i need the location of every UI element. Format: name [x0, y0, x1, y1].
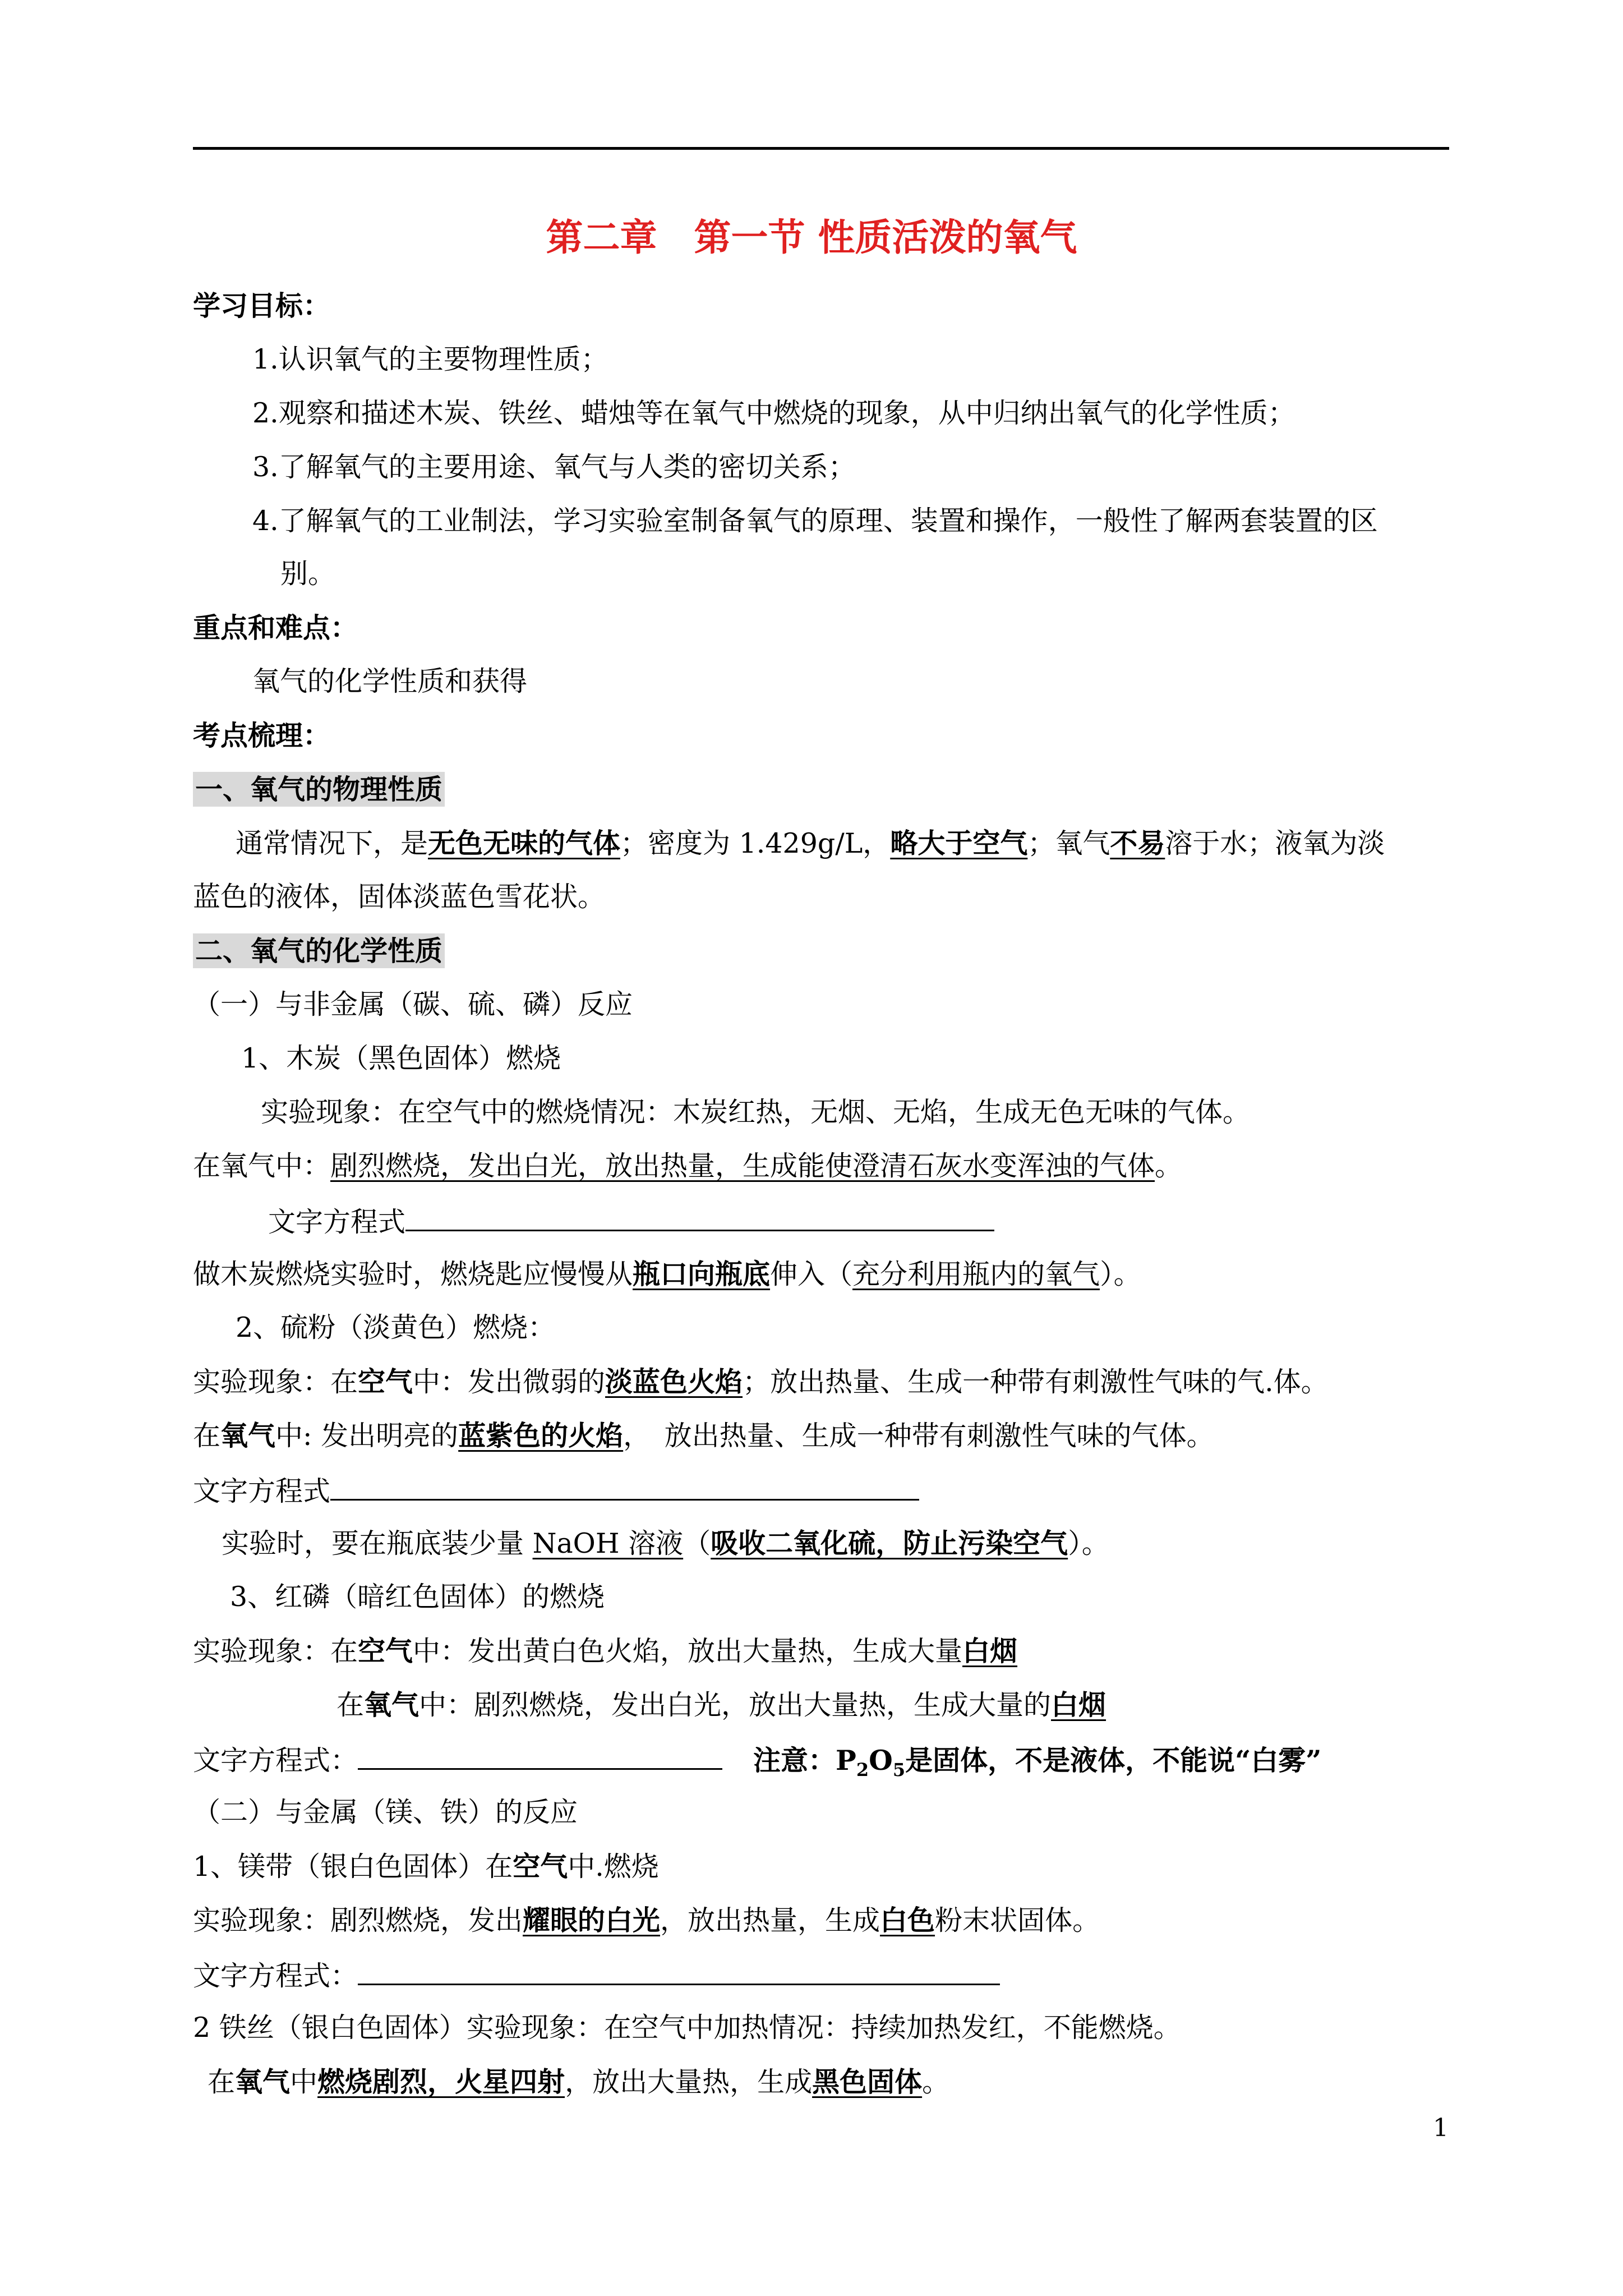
equation-blank[interactable] [405, 1200, 994, 1231]
key-text: 氧气的化学性质和获得 [252, 665, 528, 697]
page-title: 第二章 第一节 性质活泼的氧气 [546, 215, 1077, 259]
charcoal-air: 实验现象：在空气中的燃烧情况：木炭红热，无烟、无焰，生成无色无味的气体。 [261, 1096, 1251, 1128]
sulfur-oxygen: 在氧气中: 发出明亮的蓝紫色的火焰， 放出热量、生成一种带有刺激性气味的气体。 [193, 1419, 1214, 1452]
phosphorus-equation: 文字方程式： 注意：$P_2O_5$是固体，不是液体，不能说“白雾” [193, 1739, 1321, 1789]
magnesium-phenomenon: 实验现象：剧烈燃烧，发出耀眼的白光，放出热量，生成白色粉末状固体。 [193, 1904, 1100, 1936]
charcoal-note: 做木炭燃烧实验时，燃烧匙应慢慢从瓶口向瓶底伸入（充分利用瓶内的氧气）。 [193, 1258, 1141, 1290]
charcoal-equation: 文字方程式 [268, 1200, 994, 1242]
physical-properties-line2: 蓝色的液体，固体淡蓝色雪花状。 [193, 881, 606, 913]
sulfur-note: 实验时，要在瓶底装少量 NaOH 溶液（吸收二氧化硫，防止污染空气）。 [222, 1527, 1109, 1559]
key-heading: 重点和难点： [193, 611, 358, 644]
section2-heading: 二、氧气的化学性质 [193, 931, 445, 970]
page-number: 1 [1433, 2114, 1449, 2142]
subsection-metal: （二）与金属（镁、铁）的反应 [193, 1796, 578, 1828]
equation-blank[interactable] [330, 1470, 919, 1501]
iron-air: 2 铁丝（银白色固体）实验现象：在空气中加热情况：持续加热发红，不能燃烧。 [193, 2012, 1181, 2044]
physical-properties-line1: 通常情况下，是无色无味的气体；密度为 1.429g/L，略大于空气；氧气不易溶于水；液氧为淡 [236, 827, 1385, 859]
phosphorus-oxygen: 在氧气中：剧烈燃烧，发出白光，放出大量热，生成大量的白烟 [336, 1688, 1106, 1721]
charcoal-heading: 1、木炭（黑色固体）燃烧 [241, 1042, 561, 1074]
phosphorus-air: 实验现象：在空气中：发出黄白色火焰，放出大量热，生成大量白烟 [193, 1635, 1018, 1667]
magnesium-equation: 文字方程式： [193, 1954, 1000, 1996]
equation-blank[interactable] [358, 1739, 722, 1770]
goal-item: 4.了解氧气的工业制法，学习实验室制备氧气的原理、装置和操作，一般性了解两套装置的区 [252, 505, 1378, 537]
goal-item: 1.认识氧气的主要物理性质； [252, 343, 608, 375]
iron-oxygen: 在氧气中燃烧剧烈，火星四射，放出大量热，生成黑色固体。 [208, 2065, 950, 2098]
goals-heading: 学习目标： [193, 289, 331, 322]
sulfur-heading: 2、硫粉（淡黄色）燃烧： [236, 1312, 556, 1343]
magnesium-heading: 1、镁带（银白色固体）在空气中.燃烧 [193, 1850, 659, 1883]
sulfur-equation: 文字方程式 [193, 1470, 919, 1511]
review-heading: 考点梳理： [193, 719, 331, 752]
subsection-nonmetal: （一）与非金属（碳、硫、磷）反应 [193, 988, 633, 1020]
charcoal-oxygen: 在氧气中：剧烈燃烧，发出白光，放出热量，生成能使澄清石灰水变浑浊的气体。 [193, 1150, 1183, 1182]
sulfur-air: 实验现象：在空气中：发出微弱的淡蓝色火焰；放出热量、生成一种带有刺激性气味的气.体。 [193, 1365, 1329, 1398]
goal-item: 3.了解氧气的主要用途、氧气与人类的密切关系； [252, 451, 856, 483]
equation-blank[interactable] [358, 1954, 1000, 1985]
goal-item: 2.观察和描述木炭、铁丝、蜡烛等在氧气中燃烧的现象，从中归纳出氧气的化学性质； [252, 397, 1295, 429]
section1-heading: 一、氧气的物理性质 [193, 770, 445, 809]
phosphorus-heading: 3、红磷（暗红色固体）的燃烧 [230, 1581, 605, 1613]
goal-item: 别。 [280, 558, 336, 590]
header-rule [193, 147, 1449, 150]
